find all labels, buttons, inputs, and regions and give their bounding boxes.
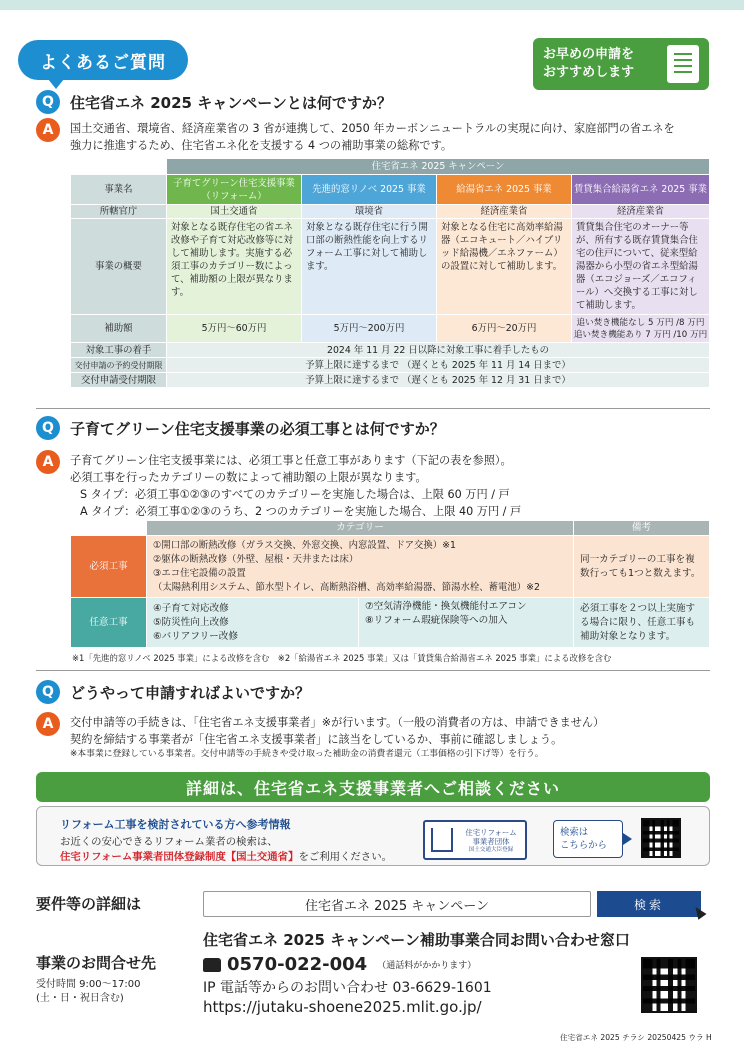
answer-1: [70, 120, 715, 154]
reform-search-link[interactable]: [553, 820, 623, 858]
reform-line-2: [60, 848, 392, 863]
reservation-deadline: 予算上限に達するまで （遅くとも 2025 年 11 月 14 日まで）: [167, 358, 710, 373]
row-label-ministry: 所轄官庁: [71, 205, 167, 219]
amount-3: 6万円〜20万円: [437, 315, 572, 343]
details-label: 要件等の詳細は: [36, 895, 142, 913]
required-note: 同一カテゴリーの工事を複数行っても1つと数えます。: [574, 536, 710, 598]
search-input[interactable]: 住宅省エネ 2025 キャンペーン: [203, 891, 591, 917]
answer-3-line-1: 交付申請等の手続きは、「住宅省エネ支援事業者」※が行います。（一般の消費者の方は、申請できません）: [70, 716, 605, 729]
answer-3: [70, 714, 715, 761]
reform-line-1: お近くの安心できるリフォーム業者の検索は、: [60, 836, 278, 848]
footer-code: 住宅省エネ 2025 チラシ 20250425 ウラ H: [560, 1033, 712, 1042]
contact-phone[interactable]: [203, 954, 476, 975]
early-line-1: お早めの申請を: [543, 47, 635, 62]
program-name-1: 子育てグリーン住宅支援事業（リフォーム）: [167, 175, 302, 205]
ministry-3: 経済産業省: [437, 205, 572, 219]
reform-registry-logo: [423, 820, 527, 860]
contact-label: 事業のお問合せ先: [36, 954, 157, 972]
overview-1: 対象となる既存住宅の省エネ改修や子育て対応改修等に対して補助します。実施する必須工事のカテゴリー数によって、補助額の上限が異なります。: [167, 219, 302, 315]
answer-2-line-4: A タイプ：必須工事①②③のうち、2 つのカテゴリーを実施した場合、上限 40 万円 / 戸: [80, 505, 522, 518]
row-label-deadline: 交付申請受付期限: [71, 373, 167, 388]
answer-1-line-1: 国土交通省、環境省、経済産業省の 3 省が連携して、2050 年カーボンニュートラルの実現に向け、家庭部門の省エネを: [70, 122, 675, 135]
footnote: ※1「先進的窓リノベ 2025 事業」による改修を含む ※2「給湯省エネ 2025 事業」又は「賃貸集合給湯省エネ 2025 事業」による改修を含む: [72, 653, 612, 663]
optional-label: 任意工事: [71, 598, 147, 648]
consult-banner: 詳細は、住宅省エネ支援事業者へご相談ください: [36, 772, 710, 802]
phone-number: 0570-022-004: [227, 954, 368, 975]
required-item: （太陽熱利用システム、節水型トイレ、高断熱浴槽、高効率給湯器、節湯水栓、蓄電池）※2: [153, 581, 540, 593]
row-label-name: 事業名: [71, 175, 167, 205]
row-label-reservation: 交付申請の予約受付期限: [71, 358, 167, 373]
logo-line-3: 国土交通大臣登録: [468, 847, 514, 853]
reform-line-2-rest: をご利用ください。: [298, 851, 392, 863]
question-1: 住宅省エネ 2025 キャンペーンとは何ですか？: [70, 94, 392, 112]
overview-2: 対象となる既存住宅に行う開口部の断熱性能を向上するリフォーム工事に対して補助します。: [302, 219, 437, 315]
faq-bubble: よくあるご質問: [18, 40, 188, 80]
ministry-1: 国土交通省: [167, 205, 302, 219]
house-icon: [431, 828, 453, 852]
ministry-4: 経済産業省: [572, 205, 710, 219]
q-badge: Q: [36, 416, 60, 440]
note-header: 備考: [574, 521, 710, 536]
optional-item: ⑦空気清浄機能・換気機能付エアコン: [365, 601, 527, 612]
a-badge: A: [36, 712, 60, 736]
logo-text: [458, 828, 524, 855]
q-badge: Q: [36, 680, 60, 704]
required-label: 必須工事: [71, 536, 147, 598]
blank-cell: [71, 159, 167, 175]
work-category-table: [70, 520, 710, 648]
q-badge: Q: [36, 90, 60, 114]
blank-cell: [71, 521, 147, 536]
required-item: ③エコ住宅設備の設置: [153, 567, 246, 579]
answer-2-line-2: 必須工事を行ったカテゴリーの数によって補助額の上限が異なります。: [70, 471, 427, 484]
divider: [36, 408, 710, 409]
row-label-amount: 補助額: [71, 315, 167, 343]
search-button[interactable]: 検索: [597, 891, 701, 917]
program-name-4: 賃貸集合給湯省エネ 2025 事業: [572, 175, 710, 205]
answer-3-note: ※本事業に登録している事業者。交付申請等の手続きや受け取った補助金の消費者還元（工事価格の引下げ等）を行う。: [70, 749, 544, 759]
reform-title: リフォーム工事を検討されている方へ参考情報: [60, 818, 291, 831]
a-badge: A: [36, 118, 60, 142]
a-badge: A: [36, 450, 60, 474]
optional-item: ⑥バリアフリー改修: [153, 630, 238, 642]
question-2: 子育てグリーン住宅支援事業の必須工事とは何ですか？: [70, 420, 445, 438]
contact-ip-phone: IP 電話等からのお問い合わせ 03-6629-1601: [203, 980, 492, 996]
campaign-table: [70, 158, 710, 388]
answer-2-line-3: S タイプ：必須工事①②③のすべてのカテゴリーを実施した場合は、上限 60 万円 / 戸: [80, 488, 510, 501]
required-item: ①開口部の断熱改修（ガラス交換、外窓交換、内窓設置、ドア交換）※1: [153, 539, 456, 551]
contact-url[interactable]: https://jutaku-shoene2025.mlit.go.jp/: [203, 998, 482, 1016]
answer-3-line-2: 契約を締結する事業者が「住宅省エネ支援事業者」に該当をしているか、事前に確認しましょう。: [70, 733, 563, 746]
contact-hours: 受付時間 9:00〜17:00: [36, 979, 141, 990]
divider: [36, 670, 710, 671]
row-label-overview: 事業の概要: [71, 219, 167, 315]
amount-4-line-2: 追い焚き機能あり 7 万円 /10 万円: [573, 329, 708, 340]
search-link-line-1: 検索は: [560, 827, 589, 838]
start-condition: 2024 年 11 月 22 日以降に対象工事に着手したもの: [167, 343, 710, 358]
amount-1: 5万円〜60万円: [167, 315, 302, 343]
optional-items-left: [147, 598, 359, 648]
question-3: どうやって申請すればよいですか？: [70, 684, 311, 702]
phone-icon: [203, 958, 221, 972]
program-name-2: 先進的窓リノベ 2025 事業: [302, 175, 437, 205]
overview-3: 対象となる住宅に高効率給湯器（エコキュート／ハイブリッド給湯機／エネファーム）の設置に対して補助します。: [437, 219, 572, 315]
contact-holidays: (土・日・祝日含む): [36, 993, 124, 1004]
phone-note: （通話料がかかります）: [377, 961, 477, 971]
early-line-2: おすすめします: [543, 65, 635, 80]
required-items: [147, 536, 574, 598]
optional-note: 必須工事を２つ以上実施する場合に限り、任意工事も補助対象となります。: [574, 598, 710, 648]
required-item: ②躯体の断熱改修（外壁、屋根・天井または床）: [153, 553, 359, 565]
optional-items-right: [359, 598, 574, 648]
amount-4-line-1: 追い焚き機能なし 5 万円 /8 万円: [576, 317, 705, 328]
overview-4: 賃貸集合住宅のオーナー等が、所有する既存賃貸集合住宅の住戸について、従来型給湯器から小型の省エネ型給湯器（エコジョーズ／エコフィール）へ交換する工事に対して補助します。: [572, 219, 710, 315]
early-application-badge: [533, 38, 709, 90]
search-link-line-2: こちらから: [560, 840, 607, 851]
amount-2: 5万円〜200万円: [302, 315, 437, 343]
arrow-right-icon: [623, 833, 632, 845]
reform-registry-link[interactable]: 住宅リフォーム事業者団体登録制度【国土交通省】: [60, 851, 299, 863]
category-header: カテゴリー: [147, 521, 574, 536]
qr-code-contact[interactable]: [641, 957, 697, 1013]
row-label-start: 対象工事の着手: [71, 343, 167, 358]
optional-item: ⑧リフォーム瑕疵保険等への加入: [365, 615, 508, 626]
campaign-header: 住宅省エネ 2025 キャンペーン: [167, 159, 710, 175]
top-band: [0, 0, 744, 10]
answer-2-line-1: 子育てグリーン住宅支援事業には、必須工事と任意工事があります（下記の表を参照）。: [70, 454, 512, 467]
document-icon: [667, 45, 699, 83]
logo-line-2: 事業者団体: [472, 837, 510, 846]
qr-code-reform[interactable]: [641, 818, 681, 858]
optional-item: ④子育て対応改修: [153, 602, 229, 614]
contact-office: 住宅省エネ 2025 キャンペーン補助事業合同お問い合わせ窓口: [203, 931, 630, 949]
answer-1-line-2: 強力に推進するため、住宅省エネ化を支援する 4 つの補助事業の総称です。: [70, 139, 453, 152]
answer-2: [70, 452, 715, 520]
amount-4: [572, 315, 710, 343]
optional-item: ⑤防災性向上改修: [153, 616, 229, 628]
program-name-3: 給湯省エネ 2025 事業: [437, 175, 572, 205]
application-deadline: 予算上限に達するまで （遅くとも 2025 年 12 月 31 日まで）: [167, 373, 710, 388]
logo-line-1: 住宅リフォーム: [465, 828, 517, 837]
ministry-2: 環境省: [302, 205, 437, 219]
search-link-text: [560, 826, 607, 852]
